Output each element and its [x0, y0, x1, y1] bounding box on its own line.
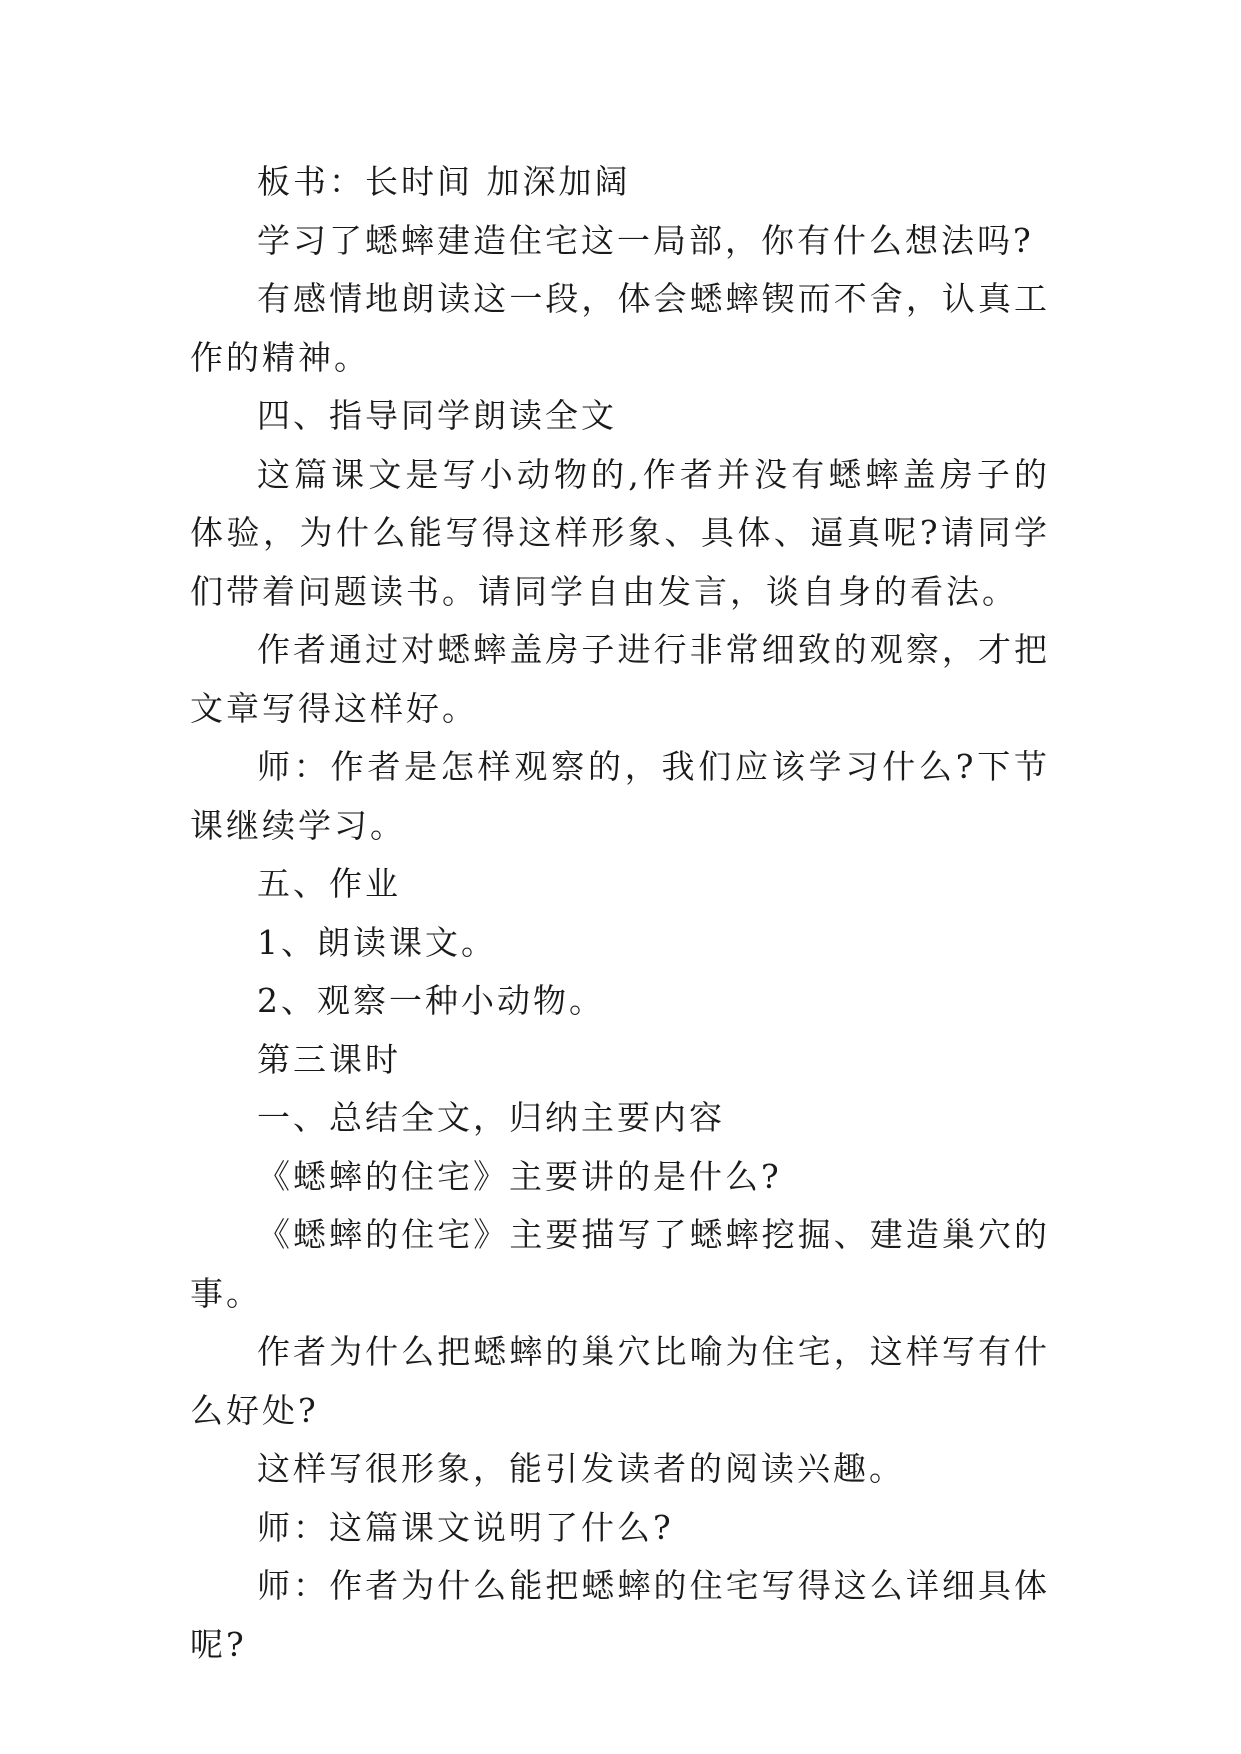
paragraph-question-thoughts: 学习了蟋蟀建造住宅这一局部，你有什么想法吗?: [257, 220, 1034, 260]
paragraph-metaphor-question: 作者为什么把蟋蟀的巢穴比喻为住宅，这样写有什么好处?: [190, 1332, 1050, 1430]
section-heading-five: 五、作业: [257, 864, 401, 903]
paragraph-teacher-detail: 师：作者为什么能把蟋蟀的住宅写得这么详细具体呢?: [190, 1566, 1050, 1664]
paragraph-read-with-feeling: 有感情地朗读这一段，体会蟋蟀锲而不舍，认真工作的精神。: [190, 279, 1050, 377]
paragraph-main-content-answer: 《蟋蟀的住宅》主要描写了蟋蟀挖掘、建造巢穴的事。: [190, 1215, 1050, 1313]
paragraph-author-experience: 这篇课文是写小动物的,作者并没有蟋蟀盖房子的体验，为什么能写得这样形象、具体、逼真呢?请同学们带着问题读书。请同学自由发言，谈自身的看法。: [190, 454, 1050, 611]
section-heading-four: 四、指导同学朗读全文: [257, 396, 617, 435]
homework-item-1: 1、朗读课文。: [257, 922, 497, 962]
paragraph-author-observation: 作者通过对蟋蟀盖房子进行非常细致的观察，才把文章写得这样好。: [190, 630, 1050, 728]
paragraph-main-content-question: 《蟋蟀的住宅》主要讲的是什么?: [257, 1156, 782, 1196]
paragraph-metaphor-answer: 这样写很形象，能引发读者的阅读兴趣。: [257, 1449, 905, 1488]
homework-item-2: 2、观察一种小动物。: [257, 981, 605, 1020]
paragraph-board-notes: 板书：长时间 加深加阔: [257, 162, 631, 201]
paragraph-teacher-next-lesson: 师：作者是怎样观察的，我们应该学习什么?下节课继续学习。: [190, 747, 1050, 845]
document-body: [190, 153, 1050, 1674]
paragraph-teacher-meaning: 师：这篇课文说明了什么?: [257, 1507, 674, 1547]
lesson-heading-third: 第三课时: [257, 1039, 401, 1079]
section-heading-summary: 一、总结全文，归纳主要内容: [257, 1098, 725, 1137]
